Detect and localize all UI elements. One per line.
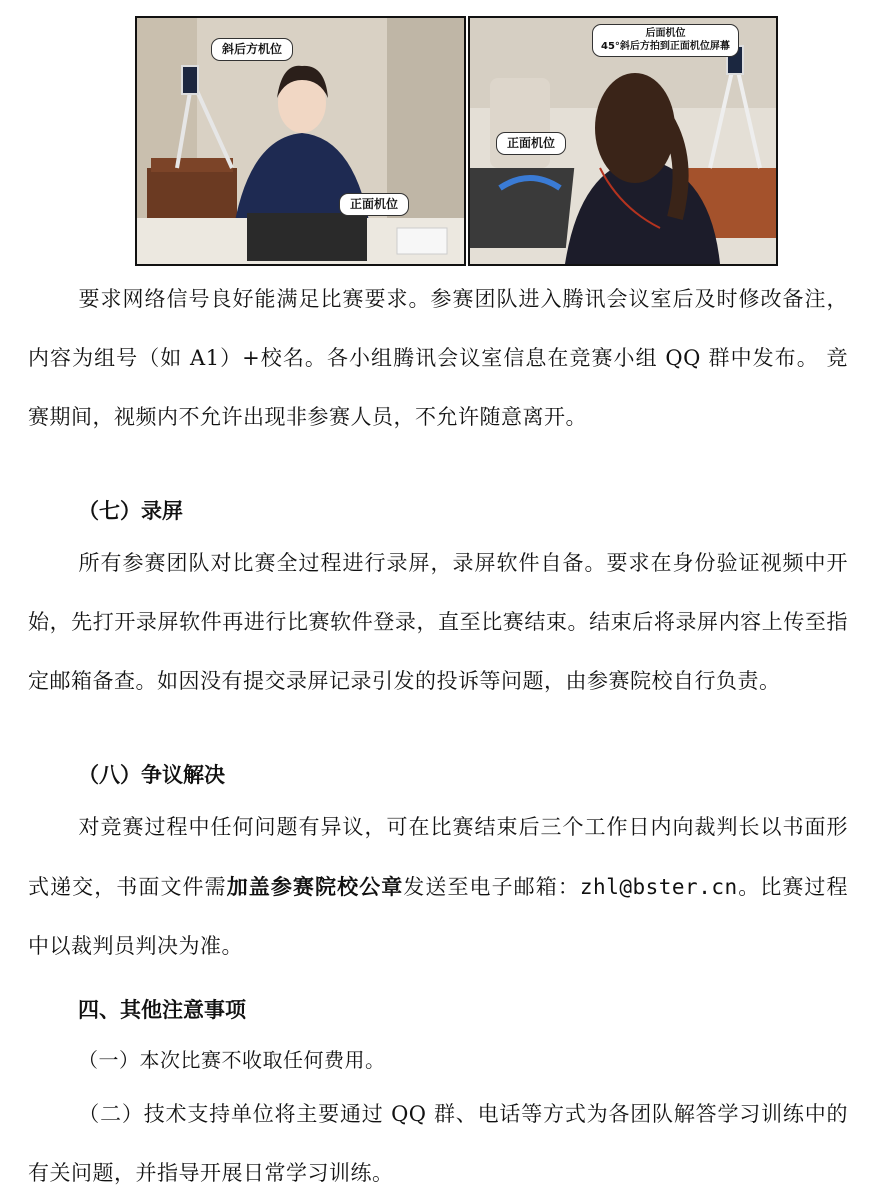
section-four-heading: 四、其他注意事项 [78, 997, 246, 1022]
callout-front-camera: 正面机位 [339, 193, 409, 216]
paragraph-network-text: 要求网络信号良好能满足比赛要求。参赛团队进入腾讯会议室后及时修改备注，内容为组号（如 A1）+校名。各小组腾讯会议室信息在竞赛小组 QQ 群中发布。 竞赛期间，视频内不允许出现非参赛人员，不允许随意离开。 [28, 287, 848, 429]
paragraph-dispute-text-2: 发送至电子邮箱： [403, 875, 580, 899]
paragraph-dispute-text-3: 。比赛过程中以裁判员判决为准。 [28, 875, 849, 958]
paragraph-dispute [28, 798, 848, 976]
callout-back-camera: 斜后方机位 [211, 38, 293, 61]
heading-dispute: （八）争议解决 [78, 762, 225, 787]
paragraph-network [28, 270, 848, 447]
section-four-item-2 [28, 1085, 848, 1203]
photo-back-view [468, 16, 778, 266]
paragraph-dispute-text-1: 对竞赛过程中任何问题有异议，可在比赛结束后三个工作日内向裁判长以书面形式递交，书面文件需 [28, 815, 848, 899]
paragraph-dispute-bold: 加盖参赛院校公章 [226, 874, 404, 899]
section-four-item-2-text: （二）技术支持单位将主要通过 QQ 群、电话等方式为各团队解答学习训练中的有关问题，并指导开展日常学习训练。 [28, 1102, 848, 1185]
callout-rear-camera-line1: 后面机位 [645, 28, 686, 39]
heading-recording: （七）录屏 [78, 498, 183, 523]
callout-rear-camera [592, 24, 739, 57]
callout-rear-camera-line2: 45°斜后方拍到正面机位屏幕 [601, 40, 730, 52]
dispute-email: zhl@bster.cn [579, 875, 738, 899]
paragraph-recording [28, 534, 848, 711]
photo-front-view-illustration [137, 18, 464, 264]
paragraph-recording-text: 所有参赛团队对比赛全过程进行录屏，录屏软件自备。要求在身份验证视频中开始，先打开录屏软件再进行比赛软件登录，直至比赛结束。结束后将录屏内容上传至指定邮箱备查。如因没有提交录屏记录引发的投诉等问题，由参赛院校自行负责。 [28, 551, 848, 693]
photo-front-view [135, 16, 466, 266]
section-four-item-1: （一）本次比赛不收取任何费用。 [78, 1048, 386, 1072]
callout-front-camera-right: 正面机位 [496, 132, 566, 155]
